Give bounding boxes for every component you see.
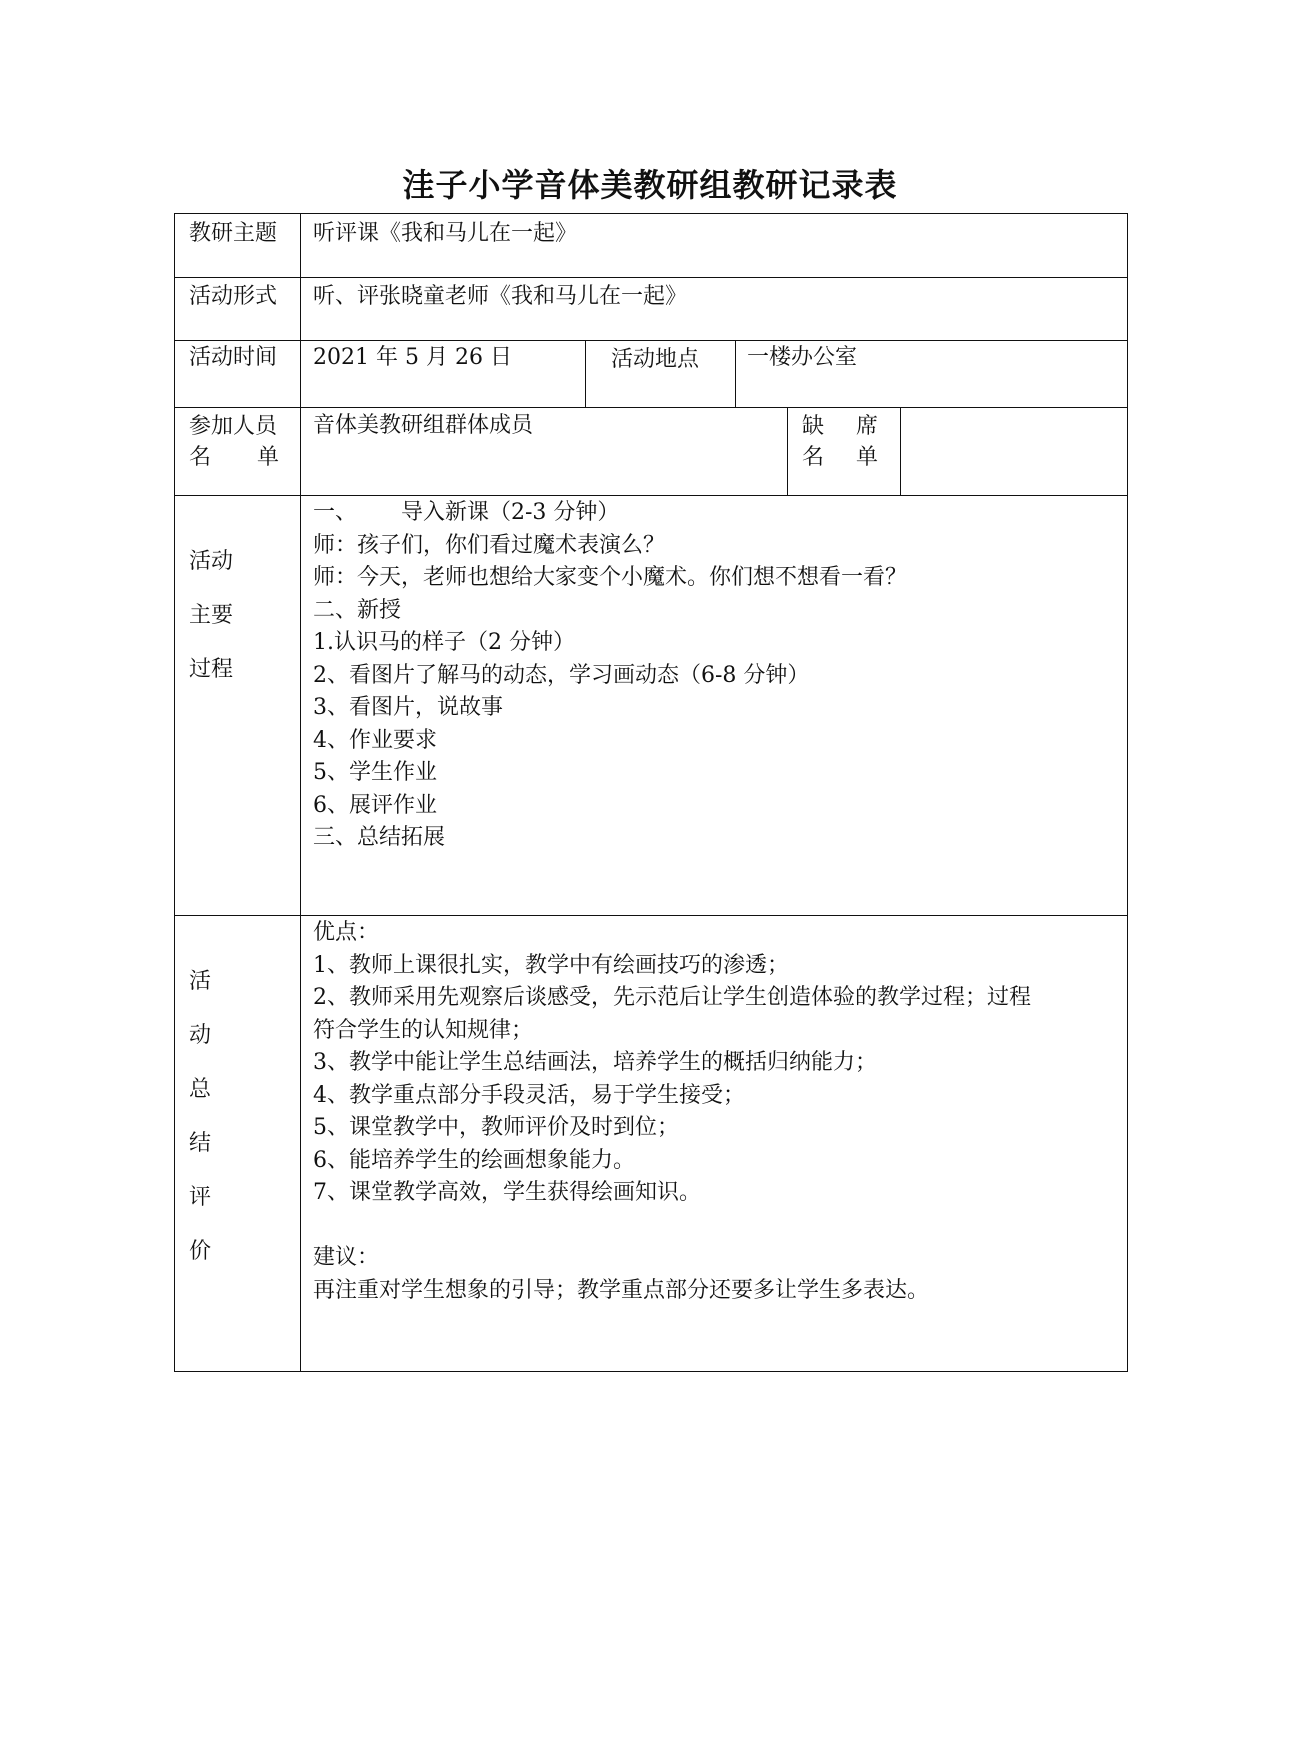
location-value-divider xyxy=(735,340,736,407)
summary-line xyxy=(313,1210,1031,1243)
process-label xyxy=(189,546,233,686)
summary-line: 2、教师采用先观察后谈感受，先示范后让学生创造体验的教学过程；过程 xyxy=(313,985,1031,1010)
summary-line: 5、课堂教学中，教师评价及时到位； xyxy=(313,1115,679,1140)
absent-label-line2 xyxy=(802,442,878,474)
summary-line: 符合学生的认知规律； xyxy=(313,1017,534,1043)
summary-label xyxy=(189,966,211,1268)
summary-line: 7、课堂教学高效，学生获得绘画知识。 xyxy=(313,1180,701,1205)
process-line: 二、新授 xyxy=(313,597,402,623)
process-label-line: 主要 xyxy=(189,603,234,628)
location-label: 活动地点 xyxy=(611,347,700,372)
summary-label-char: 评 xyxy=(189,1185,212,1210)
process-heading xyxy=(313,497,907,530)
summary-label-char: 活 xyxy=(189,969,212,994)
process-label-line: 活动 xyxy=(189,549,234,574)
row-divider xyxy=(175,277,1127,278)
time-label: 活动时间 xyxy=(189,345,278,370)
process-line: 师：孩子们，你们看过魔术表演么？ xyxy=(313,532,666,558)
process-line: 3、看图片，说故事 xyxy=(313,695,503,720)
participants-value: 音体美教研组群体成员 xyxy=(313,413,534,438)
summary-line: 6、能培养学生的绘画想象能力。 xyxy=(313,1147,635,1173)
absent-label-char: 缺 xyxy=(802,414,825,439)
summary-line: 再注重对学生想象的引导；教学重点部分还要多让学生多表达。 xyxy=(313,1277,930,1303)
row-divider xyxy=(175,915,1127,916)
record-table xyxy=(174,213,1128,1372)
absent-label-char: 席 xyxy=(855,414,878,439)
process-line: 师：今天，老师也想给大家变个小魔术。你们想不想看一看？ xyxy=(313,565,908,590)
topic-value: 听评课《我和马儿在一起》 xyxy=(313,221,578,246)
summary-label-char: 动 xyxy=(189,1023,212,1048)
absent-label-divider xyxy=(787,407,788,495)
location-value: 一楼办公室 xyxy=(747,345,858,370)
process-line: 4、作业要求 xyxy=(313,727,437,753)
row-divider xyxy=(175,495,1127,496)
summary-line: 优点： xyxy=(313,920,380,945)
absent-label-char: 名 xyxy=(802,445,825,470)
label-column-divider xyxy=(300,214,301,1371)
absent-label-line1 xyxy=(802,411,878,443)
summary-label-char: 总 xyxy=(189,1077,212,1102)
participants-label-line2 xyxy=(189,442,279,474)
participants-label-char: 名 xyxy=(189,445,212,470)
process-line: 6、展评作业 xyxy=(313,792,437,818)
participants-label-char: 单 xyxy=(256,445,279,470)
time-location-divider xyxy=(585,340,586,407)
process-heading-number: 一、 xyxy=(313,500,358,525)
row-divider xyxy=(175,340,1127,341)
summary-label-char: 结 xyxy=(189,1131,212,1156)
absent-value-divider xyxy=(900,407,901,495)
summary-line: 建议： xyxy=(313,1245,380,1270)
process-label-line: 过程 xyxy=(189,657,234,682)
absent-label-char: 单 xyxy=(855,445,878,470)
summary-line: 3、教学中能让学生总结画法，培养学生的概括归纳能力； xyxy=(313,1050,877,1075)
time-value: 2021 年 5 月 26 日 xyxy=(313,345,512,370)
summary-content xyxy=(313,917,1031,1307)
process-heading-text: 导入新课（2-3 分钟） xyxy=(401,500,620,525)
row-divider xyxy=(175,407,1127,408)
process-line: 三、总结拓展 xyxy=(313,825,446,850)
process-content xyxy=(313,497,907,855)
summary-line: 4、教学重点部分手段灵活，易于学生接受； xyxy=(313,1082,745,1108)
summary-label-char: 价 xyxy=(189,1239,212,1264)
process-line: 5、学生作业 xyxy=(313,760,437,785)
process-line: 1.认识马的样子（2 分钟） xyxy=(313,630,575,655)
form-label: 活动形式 xyxy=(189,284,278,309)
process-line: 2、看图片了解马的动态，学习画动态（6-8 分钟） xyxy=(313,662,810,688)
topic-label: 教研主题 xyxy=(189,221,278,246)
summary-line: 1、教师上课很扎实，教学中有绘画技巧的渗透； xyxy=(313,952,789,978)
page-title: 洼子小学音体美教研组教研记录表 xyxy=(402,166,898,204)
participants-label-line1: 参加人员 xyxy=(189,414,278,439)
form-value: 听、评张晓童老师《我和马儿在一起》 xyxy=(313,284,688,309)
